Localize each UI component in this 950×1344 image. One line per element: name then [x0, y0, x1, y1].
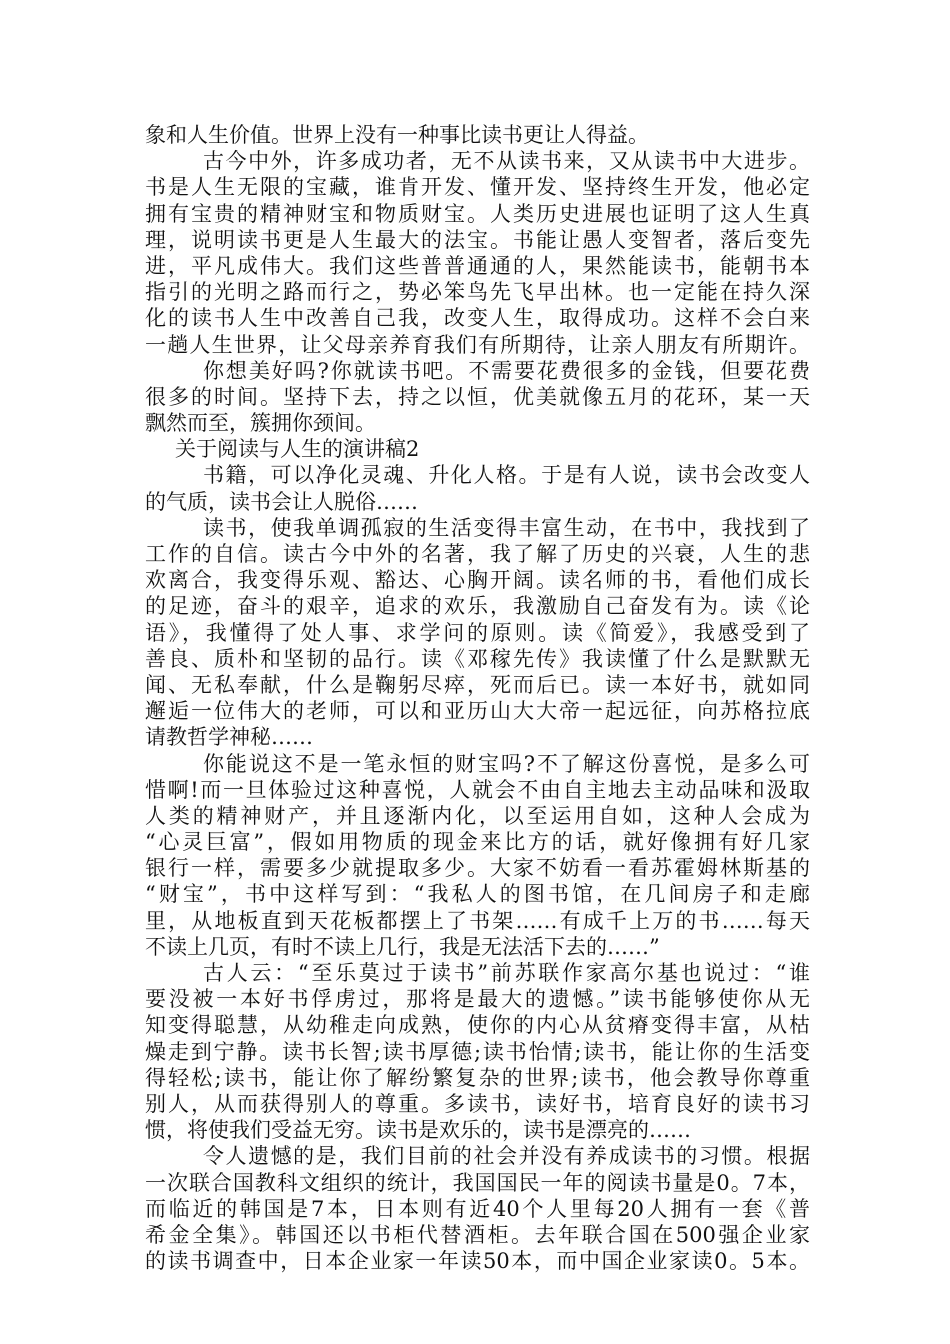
heading-line: 关于阅读与人生的演讲稿2 [175, 437, 420, 462]
paragraph [145, 122, 810, 148]
text-line: 工作的自信。读古今中外的名著，我了解了历史的兴衰，人生的悲 [145, 542, 810, 566]
text-line: 闻、无私奉献，什么是鞠躬尽瘁，死而后已。读一本好书，就如同 [145, 672, 810, 697]
paragraph [145, 462, 810, 514]
paragraph [145, 148, 810, 358]
text-line: 古人云：“至乐莫过于读书”前苏联作家高尔基也说过：“谁 [203, 961, 810, 985]
text-line: 别人，从而获得别人的尊重。多读书，读好书，培育良好的读书习 [145, 1091, 810, 1116]
text-line: 语》，我懂得了处人事、求学问的原则。读《简爱》，我感受到了 [145, 620, 810, 645]
section-heading [145, 436, 810, 462]
text-line: 化的读书人生中改善自己我，改变人生，取得成功。这样不会白来 [145, 306, 810, 331]
text-line: 请教哲学神秘…… [145, 725, 313, 750]
paragraph [145, 751, 810, 961]
text-line: 的气质，读书会让人脱俗…… [145, 489, 418, 514]
text-line: 欢离合，我变得乐观、豁达、心胸开阔。读名师的书，看他们成长 [145, 568, 810, 593]
text-line: “财宝”，书中这样写到：“我私人的图书馆，在几间房子和走廊 [145, 882, 810, 907]
text-line: 一次联合国教科文组织的统计，我国国民一年的阅读书量是0。7本， [145, 1170, 810, 1195]
text-line: 知变得聪慧，从幼稚走向成熟，使你的内心从贫瘠变得丰富，从枯 [145, 1013, 810, 1038]
text-line: 古今中外，许多成功者，无不从读书来，又从读书中大进步。 [203, 149, 810, 174]
text-line: 进，平凡成伟大。我们这些普普通通的人，果然能读书，能朝书本 [145, 253, 810, 278]
text-line: 飘然而至，簇拥你颈间。 [145, 411, 376, 436]
text-line: 你想美好吗?你就读书吧。不需要花费很多的金钱，但要花费 [203, 358, 810, 383]
text-line: 邂逅一位伟大的老师，可以和亚历山大大帝一起远征，向苏格拉底 [145, 699, 810, 724]
paragraph [145, 960, 810, 1143]
text-line: 令人遗憾的是，我们目前的社会并没有养成读书的习惯。根据 [203, 1144, 810, 1169]
text-line: 惜啊!而一旦体验过这种喜悦，人就会不由自主地去主动品味和汲取 [145, 777, 810, 802]
text-line: 你能说这不是一笔永恒的财宝吗?不了解这份喜悦，是多么可 [203, 751, 810, 776]
text-line: 要没被一本好书俘虏过，那将是最大的遗憾。”读书能够使你从无 [145, 987, 810, 1012]
text-line: 书是人生无限的宝藏，谁肯开发、懂开发、坚持终生开发，他必定 [145, 175, 810, 200]
paragraph [145, 1143, 810, 1274]
text-line: 理，说明读书更是人生最大的法宝。书能让愚人变智者，落后变先 [145, 227, 810, 252]
text-line: 人类的精神财产，并且逐渐内化，以至运用自如，这种人会成为 [145, 803, 810, 828]
text-line: 得轻松;读书，能让你了解纷繁复杂的世界;读书，他会教导你尊重 [145, 1065, 810, 1090]
text-line: 指引的光明之路而行之，势必笨鸟先飞早出林。也一定能在持久深 [145, 280, 810, 305]
text-line: 银行一样，需要多少就提取多少。大家不妨看一看苏霍姆林斯基的 [145, 856, 810, 881]
text-line: 惯，将使我们受益无穷。读书是欢乐的，读书是漂亮的…… [145, 1118, 691, 1143]
text-line: 一趟人生世界，让父母亲养育我们有所期待，让亲人朋友有所期许。 [145, 332, 810, 357]
paragraph [145, 515, 810, 751]
text-line: 的足迹，奋斗的艰辛，追求的欢乐，我激励自己奋发有为。读《论 [145, 594, 810, 619]
text-line: 燥走到宁静。读书长智;读书厚德;读书怡情;读书，能让你的生活变 [145, 1039, 810, 1064]
text-line: 善良、质朴和坚韧的品行。读《邓稼先传》我读懂了什么是默默无 [145, 646, 810, 671]
text-line: 不读上几页，有时不读上几行，我是无法活下去的……” [145, 934, 660, 959]
text-line: 书籍，可以净化灵魂、升化人格。于是有人说，读书会改变人 [203, 463, 810, 488]
text-line: 而临近的韩国是7本，日本则有近40个人里每20人拥有一套《普 [145, 1196, 810, 1221]
text-line: 拥有宝贵的精神财宝和物质财宝。人类历史进展也证明了这人生真 [145, 201, 810, 226]
text-line: “心灵巨富”，假如用物质的现金来比方的话，就好像拥有好几家 [145, 830, 810, 855]
paragraph [145, 358, 810, 437]
document-body [145, 122, 810, 1274]
text-line: 很多的时间。坚持下去，持之以恒，优美就像五月的花环，某一天 [145, 384, 810, 409]
text-line: 希金全集》。韩国还以书柜代替酒柜。去年联合国在500强企业家 [145, 1222, 810, 1247]
text-line: 读书，使我单调孤寂的生活变得丰富生动，在书中，我找到了 [203, 515, 810, 540]
text-line: 里，从地板直到天花板都摆上了书架……有成千上万的书……每天 [145, 908, 810, 933]
text-line: 象和人生价值。世界上没有一种事比读书更让人得益。 [145, 123, 649, 147]
text-line: 的读书调查中，日本企业家一年读50本，而中国企业家读0。5本。 [145, 1249, 810, 1274]
